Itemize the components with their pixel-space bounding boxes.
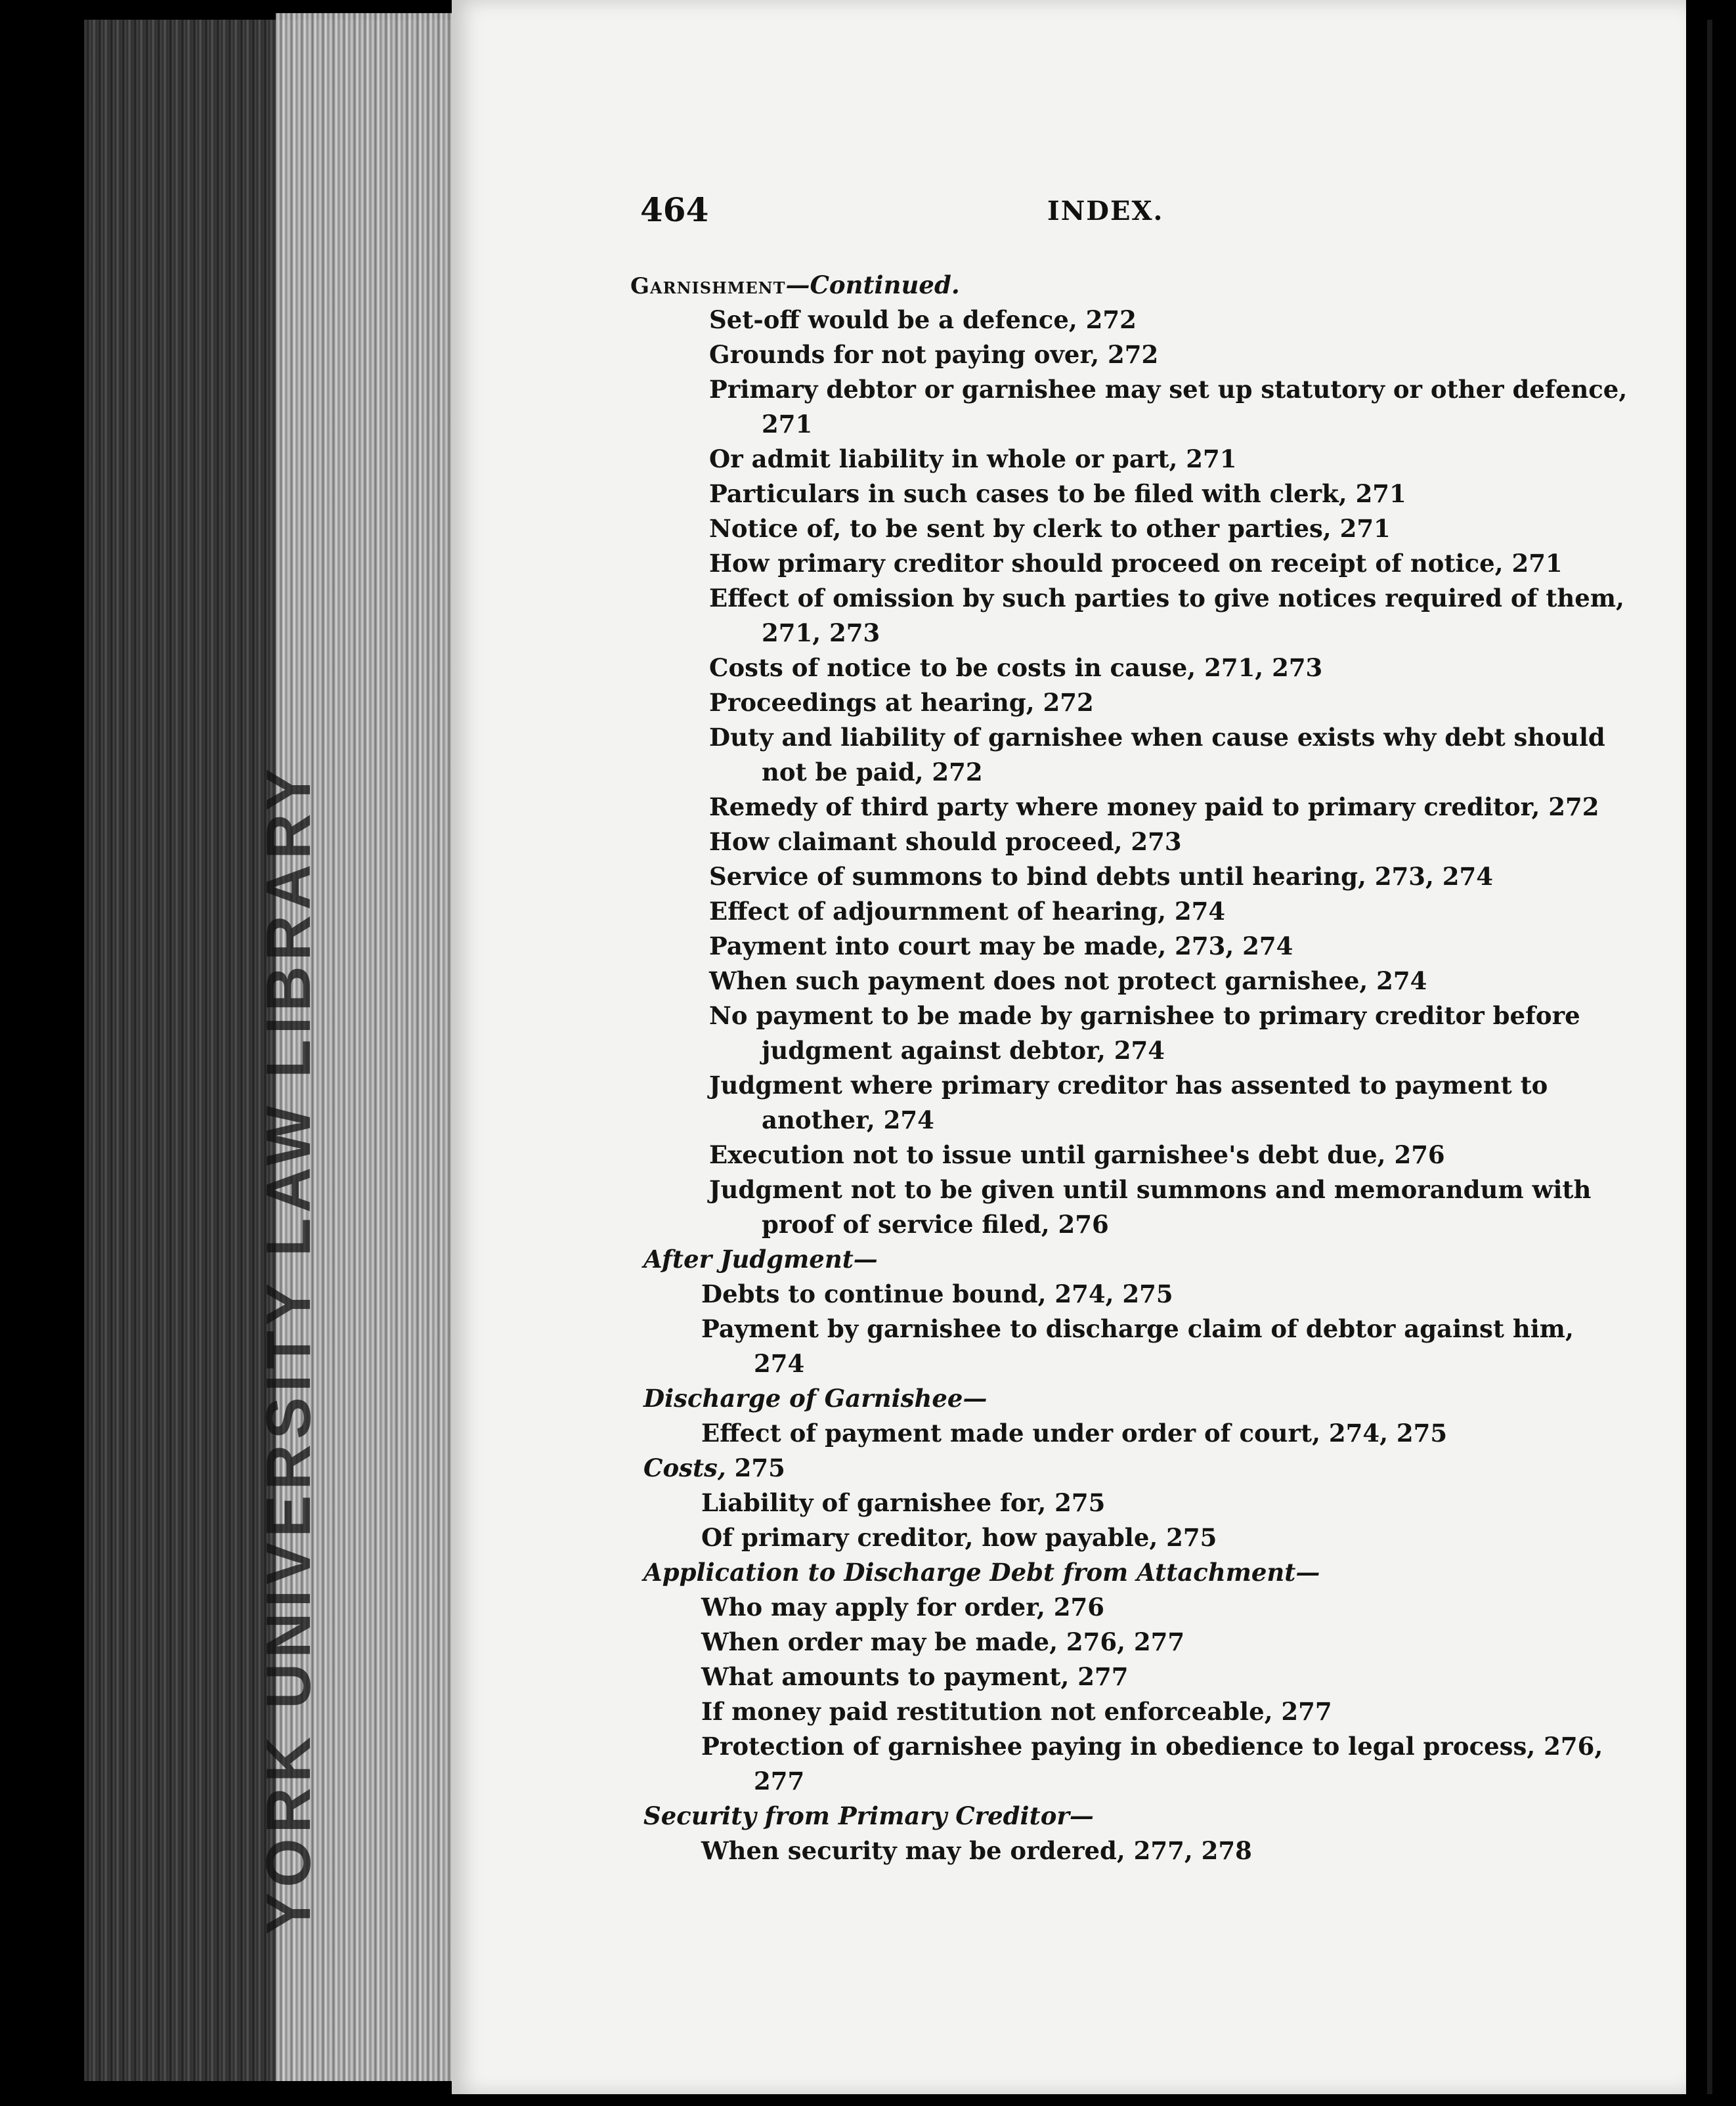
index-entry [630, 720, 1605, 790]
index-subheading-text: Security from Primary Creditor— [643, 1801, 1094, 1830]
running-head: INDEX. [1047, 196, 1164, 226]
index-entry-line: Payment by garnishee to discharge claim of debtor against him, [701, 1314, 1574, 1343]
index-entry [630, 442, 1576, 477]
index-entry [630, 546, 1576, 581]
index-entry-line: No payment to be made by garnishee to primary creditor before [709, 1001, 1580, 1030]
index-entry [630, 1660, 1576, 1694]
index-entry [630, 337, 1576, 372]
index-entry [630, 859, 1576, 894]
index-subheading-text: Application to Discharge Debt from Attachment— [643, 1558, 1320, 1587]
index-entry-line: When such payment does not protect garnishee, 274 [709, 966, 1427, 995]
index-entry-line: If money paid restitution not enforceable, 277 [701, 1697, 1332, 1726]
index-entry [630, 685, 1576, 720]
index-entry-line: Grounds for not paying over, 272 [709, 340, 1159, 369]
index-entry-line: Judgment not to be given until summons and memorandum with [709, 1175, 1592, 1204]
index-subheading [630, 1555, 1576, 1590]
index-subheading-text: After Judgment— [643, 1245, 878, 1274]
index-entry [630, 651, 1576, 685]
index-entry [630, 372, 1628, 442]
index-entry-line: What amounts to payment, 277 [701, 1662, 1129, 1691]
index-entry-line: Liability of garnishee for, 275 [701, 1488, 1106, 1517]
index-entry [630, 929, 1576, 964]
index-entry [630, 1277, 1576, 1312]
index-entry-continuation: proof of service filed, 276 [762, 1210, 1109, 1239]
index-entry-continuation: not be paid, 272 [762, 758, 983, 786]
index-entry-line: Effect of payment made under order of court, 274, 275 [701, 1419, 1448, 1448]
index-entry-continuation: 274 [754, 1349, 805, 1378]
index-subheading-text: Discharge of Garnishee— [643, 1384, 987, 1413]
index-heading [630, 268, 1576, 303]
index-entry [630, 1486, 1576, 1520]
index-entry [630, 790, 1599, 825]
index-entry-line: Set-off would be a defence, 272 [709, 305, 1137, 334]
index-heading-term: Garnishment [630, 273, 786, 299]
index-entry [630, 964, 1576, 999]
index-entry [630, 1416, 1576, 1451]
page-number: 464 [640, 190, 709, 229]
index-entry-line: How claimant should proceed, 273 [709, 827, 1182, 856]
index-entry-line: Service of summons to bind debts until hearing, 273, 274 [709, 862, 1493, 891]
library-stamp [250, 763, 328, 1935]
index-entry [630, 511, 1576, 546]
index-subheading [630, 1381, 1576, 1416]
index-entry-line: Particulars in such cases to be filed with clerk, 271 [709, 479, 1406, 508]
index-entry-line: Primary debtor or garnishee may set up statutory or other defence, [709, 375, 1628, 404]
index-entry [630, 1138, 1576, 1172]
index-entry-line: Duty and liability of garnishee when cause exists why debt should [709, 723, 1605, 752]
index-entry [630, 999, 1580, 1068]
index-entry-line: Judgment where primary creditor has assented to payment to [709, 1071, 1548, 1100]
index-subheading-text: Costs, [643, 1453, 726, 1482]
index-entry [630, 825, 1576, 859]
index-entry-line: Costs of notice to be costs in cause, 271, 273 [709, 653, 1323, 682]
index-entry-continuation: another, 274 [762, 1106, 934, 1134]
index-entry-line: How primary creditor should proceed on receipt of notice, 271 [709, 549, 1563, 578]
index-entry-continuation: 271, 273 [762, 618, 880, 647]
index-entry [630, 1729, 1603, 1799]
index-entry-line: Or admit liability in whole or part, 271 [709, 444, 1237, 473]
index-entry [630, 1625, 1576, 1660]
index-entry-continuation: 271 [762, 410, 813, 439]
index-entry [630, 1068, 1576, 1138]
index-subheading [630, 1242, 1576, 1277]
library-stamp-text: YORK UNIVERSITY LAW LIBRARY [253, 763, 324, 1935]
index-heading-continued: —Continued. [785, 270, 960, 299]
index-entry [630, 1520, 1576, 1555]
index-entry-line: Who may apply for order, 276 [701, 1593, 1105, 1622]
index-entry [630, 1312, 1576, 1381]
index-entry-line: Effect of omission by such parties to give notices required of them, [709, 584, 1624, 612]
index-subheading [630, 1451, 1576, 1486]
index-entry-continuation: 277 [754, 1767, 805, 1795]
index-entry [630, 1590, 1576, 1625]
index-entry [630, 477, 1576, 511]
index-entry-line: Remedy of third party where money paid to primary creditor, 272 [709, 792, 1599, 821]
index-entry-line: Notice of, to be sent by clerk to other parties, 271 [709, 514, 1391, 543]
index-entry [630, 1172, 1592, 1242]
index-entry-line: Effect of adjournment of hearing, 274 [709, 897, 1226, 926]
index-body [630, 268, 1628, 1868]
index-entry-line: Execution not to issue until garnishee's debt due, 276 [709, 1140, 1445, 1169]
index-entry-line: Protection of garnishee paying in obedience to legal process, 276, [701, 1732, 1603, 1761]
index-subheading [630, 1799, 1576, 1834]
index-entry-line: Payment into court may be made, 273, 274 [709, 932, 1293, 960]
index-entry-continuation: judgment against debtor, 274 [762, 1036, 1165, 1065]
index-entry [630, 1694, 1576, 1729]
index-entry-line: When order may be made, 276, 277 [701, 1627, 1185, 1656]
index-entry [630, 894, 1576, 929]
index-entry [630, 303, 1576, 337]
index-entry-line: Of primary creditor, how payable, 275 [701, 1523, 1217, 1552]
index-entry-line: Proceedings at hearing, 272 [709, 688, 1094, 717]
adjacent-page-edge [1707, 20, 1712, 2094]
index-entry-line: Debts to continue bound, 274, 275 [701, 1279, 1173, 1308]
index-entry [630, 1834, 1576, 1868]
index-entry [630, 581, 1624, 651]
index-entry-line: When security may be ordered, 277, 278 [701, 1836, 1252, 1865]
page-header [640, 190, 1559, 243]
index-subheading-pages: 275 [726, 1453, 785, 1482]
